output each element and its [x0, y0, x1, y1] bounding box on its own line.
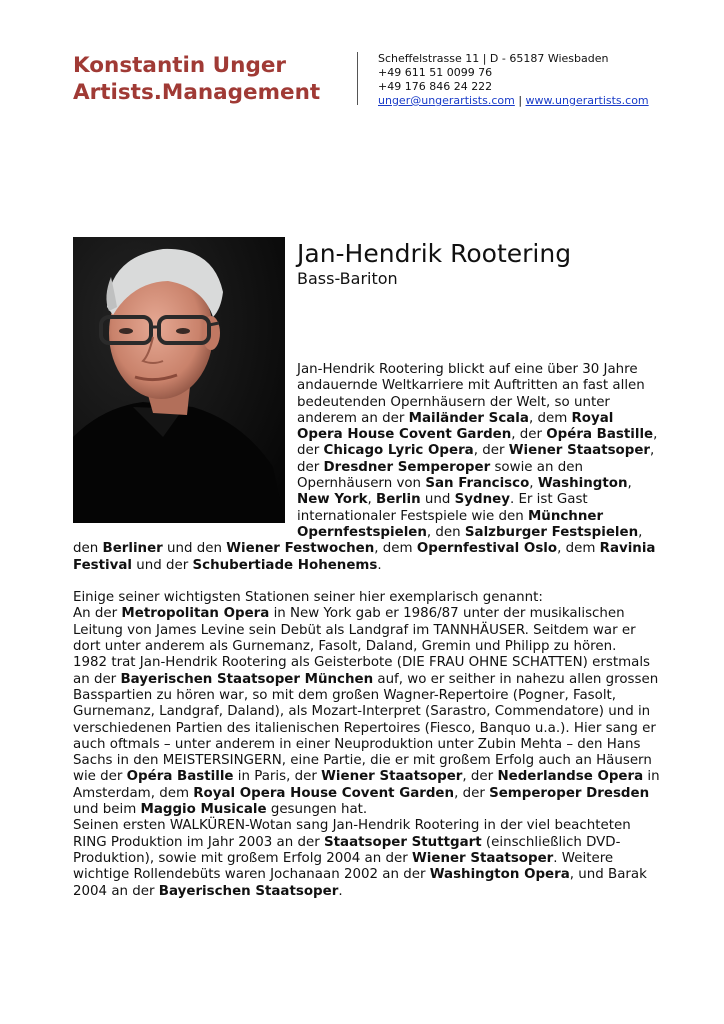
bold-venue: Nederlandse Opera — [497, 769, 644, 785]
bold-venue: Berlin — [376, 492, 421, 508]
bio-paragraph-munich: 1982 trat Jan-Hendrik Rootering als Geisterbote (DIE FRAU OHNE SCHATTEN) erstmals an der Bayerischen Staatsoper München auf, wo er seither in nahezu allen grossen Basspartien zu hören war, so mit dem großen Wagner-Repertoire (Pogner, Fasolt, Gurnemanz, Landgraf, Daland), als Mozart-Interpret (Sarastro, Commendatore) und in verschiedenen Partien des italienischen Repertoires (Fiesco, Banquo u.a.). Hier sang er auch oftmals – unter anderem in einer Neuproduktion unter Zubin Mehta – den Hans Sachs in den MEISTERSINGERN, eine Partie, die er mit großem Erfolg auch an Häusern wie der Opéra Bastille in Paris, der Wiener Staatsoper, der Nederlandse Opera in Amsterdam, dem Royal Opera House Covent Garden, der Semperoper Dresden und beim Maggio Musicale gesungen hat. — [73, 655, 660, 818]
address: Scheffelstrasse 11 | D - 65187 Wiesbaden — [378, 52, 609, 65]
bold-venue: Maggio Musicale — [140, 802, 267, 818]
bold-venue: Chicago Lyric Opera — [323, 443, 474, 459]
bold-venue: Opernfestival Oslo — [416, 541, 558, 557]
bold-venue: Staatsoper Stuttgart — [324, 834, 482, 850]
bold-venue: New York — [297, 492, 368, 508]
link-separator: | — [514, 94, 526, 107]
bold-venue: Mailänder Scala — [408, 410, 529, 426]
agency-name-line1: Konstantin Unger — [73, 53, 287, 78]
paragraph-gap — [73, 574, 663, 590]
bold-venue: Washington Opera — [429, 867, 570, 883]
bold-venue: Wiener Festwochen — [226, 541, 375, 557]
phone-landline: +49 611 51 0099 76 — [378, 66, 493, 79]
bold-venue: Washington — [537, 476, 628, 492]
agency-logo — [73, 52, 320, 106]
bold-venue: Bayerischen Staatsoper — [158, 883, 339, 899]
bold-venue: Semperoper Dresden — [489, 785, 650, 801]
bold-venue: Ravinia Festival — [73, 541, 656, 573]
bio-paragraph-wotan: Seinen ersten WALKÜREN-Wotan sang Jan-Hendrik Rootering in der viel beachteten RING Produktion im Jahr 2003 an der Staatsoper Stuttgart (einschließlich DVD-Produktion), sowie mit großem Erfolg 2004 an der Wiener Staatsoper. Weitere wichtige Rollendebüts waren Jochanaan 2002 an der Washington Opera, und Barak 2004 an der Bayerischen Staatsoper. — [73, 818, 647, 899]
bold-venue: Royal Opera House Covent Garden — [193, 785, 455, 801]
biography — [73, 362, 663, 900]
bio-stations-heading: Einige seiner wichtigsten Stationen seiner hier exemplarisch genannt: — [73, 590, 543, 606]
bold-venue: Münchner Opernfestspielen — [297, 508, 604, 540]
bold-venue: Salzburger Festspielen — [464, 524, 639, 540]
email-link[interactable]: unger@ungerartists.com — [378, 94, 515, 107]
bold-venue: Dresdner Semperoper — [323, 459, 491, 475]
voice-type: Bass-Bariton — [297, 269, 398, 288]
bold-venue: San Francisco — [425, 476, 530, 492]
bold-venue: Opéra Bastille — [546, 427, 654, 443]
web-contacts — [378, 94, 649, 108]
bold-venue: Opéra Bastille — [126, 769, 234, 785]
bold-venue: Wiener Staatsoper — [508, 443, 651, 459]
bio-paragraph-met: An der Metropolitan Opera in New York gab er 1986/87 unter der musikalischen Leitung von James Levine sein Debüt als Landgraf im TANNHÄUSER. Seitdem war er dort unter anderem als Gurnemanz, Fasolt, Daland, Gremin und Philipp zu hören. — [73, 606, 636, 655]
bold-venue: Bayerischen Staatsoper München — [120, 671, 374, 687]
bio-paragraph-intro: Jan-Hendrik Rootering blickt auf eine über 30 Jahre andauernde Weltkarriere mit Auftritten an fast allen bedeutenden Opernhäusern der Welt, so unter anderem an der Mailänder Scala, dem Royal Opera House Covent Garden, der Opéra Bastille, der Chicago Lyric Opera, der Wiener Staatsoper, der Dresdner Semperoper sowie an den Opernhäusern von San Francisco, Washington, New York, Berlin und Sydney. Er ist Gast internationaler Festspiele wie den Münchner Opernfestspielen, den Salzburger Festspielen, den Berliner und den Wiener Festwochen, dem Opernfestival Oslo, dem Ravinia Festival und der Schubertiade Hohenems. — [73, 362, 658, 573]
bold-venue: Schubertiade Hohenems — [192, 557, 378, 573]
bold-venue: Wiener Staatsoper — [412, 850, 554, 866]
bold-venue: Berliner — [102, 541, 163, 557]
phone-mobile: +49 176 846 24 222 — [378, 80, 493, 93]
artist-name: Jan-Hendrik Rootering — [297, 239, 572, 268]
bold-venue: Metropolitan Opera — [121, 606, 270, 622]
contact-block — [378, 52, 649, 108]
bold-venue: Sydney — [454, 492, 510, 508]
bold-venue: Wiener Staatsoper — [321, 769, 463, 785]
agency-name-line2: Artists.Management — [73, 80, 321, 105]
bold-venue: Royal Opera House Covent Garden — [297, 410, 614, 443]
website-link[interactable]: www.ungerartists.com — [525, 94, 649, 107]
header-divider — [357, 52, 358, 105]
photo-wrap-spacer — [73, 362, 297, 525]
